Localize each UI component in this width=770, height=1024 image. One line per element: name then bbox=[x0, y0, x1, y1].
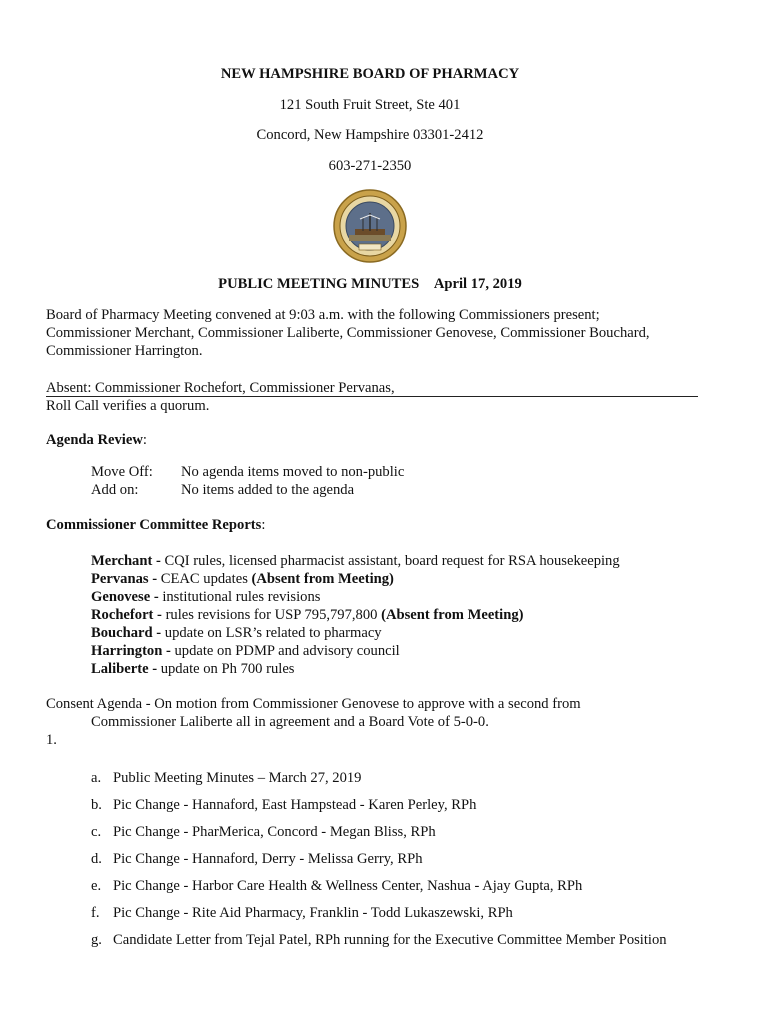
report-line: Genovese - institutional rules revisions bbox=[91, 589, 321, 605]
consent-item: Pic Change - Harbor Care Health & Wellness Center, Nashua - Ajay Gupta, RPh bbox=[113, 878, 583, 894]
agenda-row-value: No agenda items moved to non-public bbox=[181, 464, 405, 480]
consent-item: Pic Change - Hannaford, Derry - Melissa Gerry, RPh bbox=[113, 851, 423, 867]
consent-item-letter: g. bbox=[91, 932, 102, 948]
committee-reports-heading: Commissioner Committee Reports: bbox=[46, 517, 266, 533]
intro-line-3: Commissioner Harrington. bbox=[46, 343, 203, 359]
consent-item-letter: c. bbox=[91, 824, 102, 840]
intro-line-2: Commissioner Merchant, Commissioner Laliberte, Commissioner Genovese, Commissioner Bouchard, bbox=[46, 325, 650, 341]
consent-item-letter: d. bbox=[91, 851, 102, 867]
page-title bbox=[0, 276, 740, 293]
agenda-review-heading: Agenda Review: bbox=[46, 432, 147, 448]
consent-item-letter: b. bbox=[91, 797, 102, 813]
phone-number: 603-271-2350 bbox=[328, 158, 412, 174]
consent-item: Public Meeting Minutes – March 27, 2019 bbox=[113, 770, 362, 786]
consent-item: Pic Change - Rite Aid Pharmacy, Franklin - Todd Lukaszewski, RPh bbox=[113, 905, 513, 921]
report-line: Bouchard - update on LSR’s related to pharmacy bbox=[91, 625, 382, 641]
consent-line-1: Consent Agenda - On motion from Commissioner Genovese to approve with a second from bbox=[46, 696, 581, 712]
intro-line-1: Board of Pharmacy Meeting convened at 9:03 a.m. with the following Commissioners present; bbox=[46, 307, 600, 323]
report-line: Pervanas - CEAC updates (Absent from Meeting) bbox=[91, 571, 394, 587]
report-line: Laliberte - update on Ph 700 rules bbox=[91, 661, 295, 677]
report-line: Rochefort - rules revisions for USP 795,797,800 (Absent from Meeting) bbox=[91, 607, 524, 623]
consent-item-letter: f. bbox=[91, 905, 100, 921]
org-name: NEW HAMPSHIRE BOARD OF PHARMACY bbox=[220, 66, 520, 82]
agenda-row-label: Move Off: bbox=[91, 464, 153, 480]
address-line-1: 121 South Fruit Street, Ste 401 bbox=[279, 97, 461, 113]
absent-line: Absent: Commissioner Rochefort, Commissioner Pervanas, bbox=[46, 380, 395, 396]
address-line-2: Concord, New Hampshire 03301-2412 bbox=[256, 127, 484, 143]
roll-call-line: Roll Call verifies a quorum. bbox=[46, 398, 210, 414]
underline-rule bbox=[46, 396, 698, 397]
consent-item-letter: a. bbox=[91, 770, 102, 786]
report-line: Harrington - update on PDMP and advisory council bbox=[91, 643, 400, 659]
agenda-row-value: No items added to the agenda bbox=[181, 482, 355, 498]
agenda-row-label: Add on: bbox=[91, 482, 139, 498]
title-date: April 17, 2019 bbox=[433, 276, 522, 292]
consent-number: 1. bbox=[46, 732, 57, 748]
title-label: PUBLIC MEETING MINUTES bbox=[218, 276, 420, 292]
consent-line-2: Commissioner Laliberte all in agreement and a Board Vote of 5-0-0. bbox=[91, 714, 489, 730]
report-line: Merchant - CQI rules, licensed pharmacist assistant, board request for RSA housekeeping bbox=[91, 553, 620, 569]
consent-item-letter: e. bbox=[91, 878, 102, 894]
consent-item: Pic Change - Hannaford, East Hampstead - Karen Perley, RPh bbox=[113, 797, 477, 813]
state-seal-logo bbox=[333, 189, 407, 263]
consent-item: Pic Change - PharMerica, Concord - Megan Bliss, RPh bbox=[113, 824, 436, 840]
consent-item: Candidate Letter from Tejal Patel, RPh running for the Executive Committee Member Position bbox=[113, 932, 667, 948]
